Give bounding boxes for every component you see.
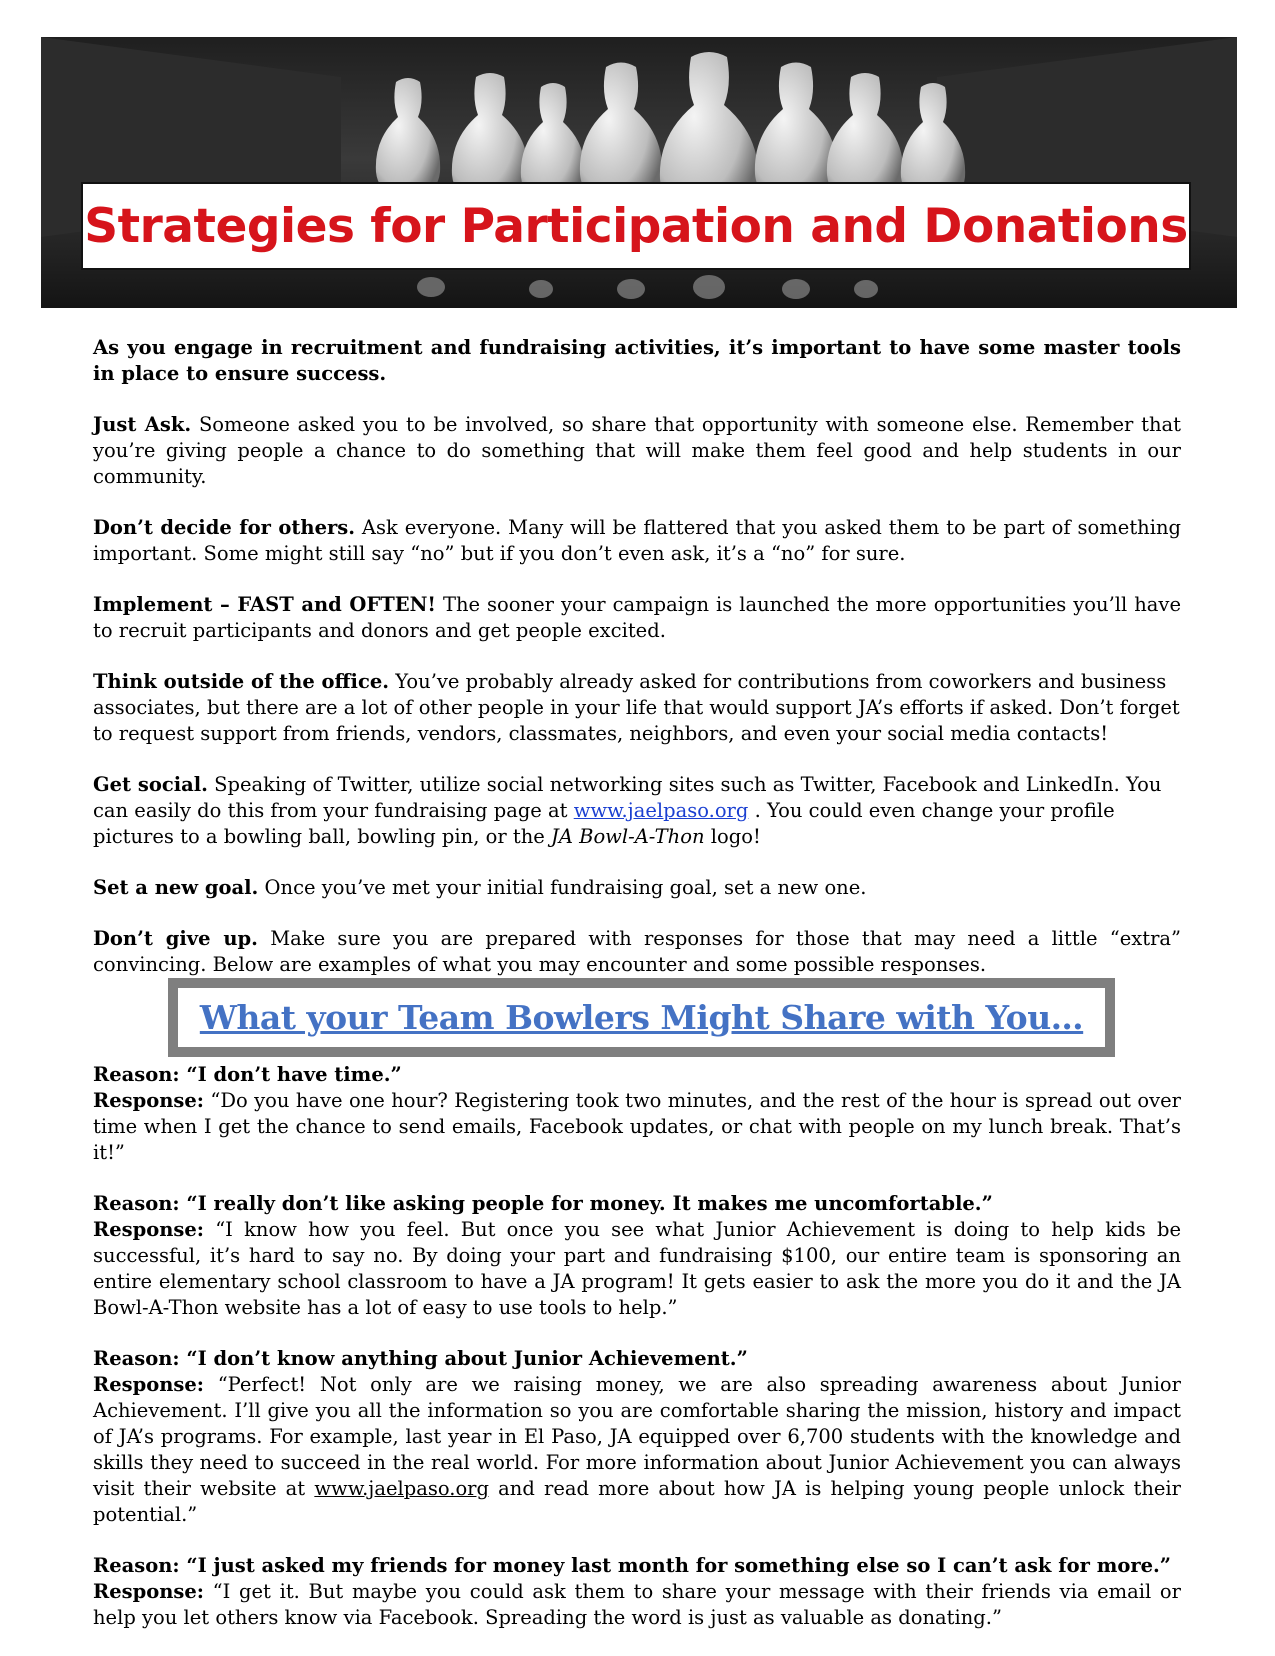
jaelpaso-link[interactable]: www.jaelpaso.org <box>573 799 749 822</box>
page-title: Strategies for Participation and Donations <box>84 198 1188 254</box>
tip-dont-decide: Don’t decide for others. Ask everyone. Many will be flattered that you asked them to be part of something important. Some might still say “no” but if you don’t even ask, it’s a “no” for sure. <box>93 516 1181 565</box>
tip-new-goal: Set a new goal. Once you’ve met your initial fundraising goal, set a new one. <box>93 876 867 899</box>
tip-dont-give-up: Don’t give up. Make sure you are prepared with responses for those that may need a little “extra” convincing. Below are examples of what you may encounter and some possible responses. <box>93 927 1182 976</box>
reasons-responses-section <box>93 1062 1181 1656</box>
responses-heading: What your Team Bowlers Might Share with You… <box>199 998 1084 1037</box>
tip-get-social: Get social. Speaking of Twitter, utilize social networking sites such as Twitter, Facebook and LinkedIn. You can easily do this from your fundraising page at www.jaelpaso.org . You could even change your profile pictures to a bowling ball, bowling pin, or the JA Bowl-A-Thon logo! <box>93 773 1162 848</box>
title-box <box>81 182 1191 270</box>
qa-item: Reason: “I really don’t like asking people for money. It makes me uncomfortable.” Response: “I know how you feel. But once you see what Junior Achievement is doing to help kids be successful, it’s hard to say no. By doing your part and fundraising $100, our entire team is sponsoring an entire elementary school classroom to have a JA program! It gets easier to ask the more you do it and the JA Bowl-A-Thon website has a lot of easy to use tools to help.” <box>93 1192 1181 1319</box>
tip-just-ask: Just Ask. Someone asked you to be involved, so share that opportunity with someone else. Remember that you’re giving people a chance to do something that will make them feel good and help students in our community. <box>93 413 1182 488</box>
tip-implement: Implement – FAST and OFTEN! The sooner your campaign is launched the more opportunities you’ll have to recruit participants and donors and get people excited. <box>93 593 1181 642</box>
tip-think-outside: Think outside of the office. You’ve probably already asked for contributions from coworkers and business associates, but there are a lot of other people in your life that would support JA’s efforts if asked. Don’t forget to request support from friends, vendors, classmates, neighbors, and even your social media contacts! <box>93 670 1180 745</box>
qa-item: Reason: “I don’t have time.” Response: “Do you have one hour? Registering took two minutes, and the rest of the hour is spread out over time when I get the chance to send emails, Facebook updates, or chat with people on my lunch break. That’s it!” <box>93 1063 1181 1164</box>
intro-paragraph: As you engage in recruitment and fundraising activities, it’s important to have some master tools in place to ensure success. <box>93 336 1181 385</box>
qa-item: Reason: “I don’t know anything about Junior Achievement.” Response: “Perfect! Not only are we raising money, we are also spreading awareness about Junior Achievement. I’ll give you all the information so you are comfortable sharing the mission, history and impact of JA’s programs. For example, last year in El Paso, JA equipped over 6,700 students with the knowledge and skills they need to succeed in the real world. For more information about Junior Achievement you can always visit their website at www.jaelpaso.org and read more about how JA is helping young people unlock their potential.” <box>93 1347 1181 1526</box>
strategies-section <box>93 335 1181 978</box>
qa-item: Reason: “I just asked my friends for money last month for something else so I can’t ask for more.” Response: “I get it. But maybe you could ask them to share your message with their friends via email or help you let others know via Facebook. Spreading the word is just as valuable as donating.” <box>93 1554 1181 1629</box>
responses-heading-box <box>168 978 1115 1057</box>
jaelpaso-link[interactable]: www.jaelpaso.org <box>314 1477 489 1500</box>
